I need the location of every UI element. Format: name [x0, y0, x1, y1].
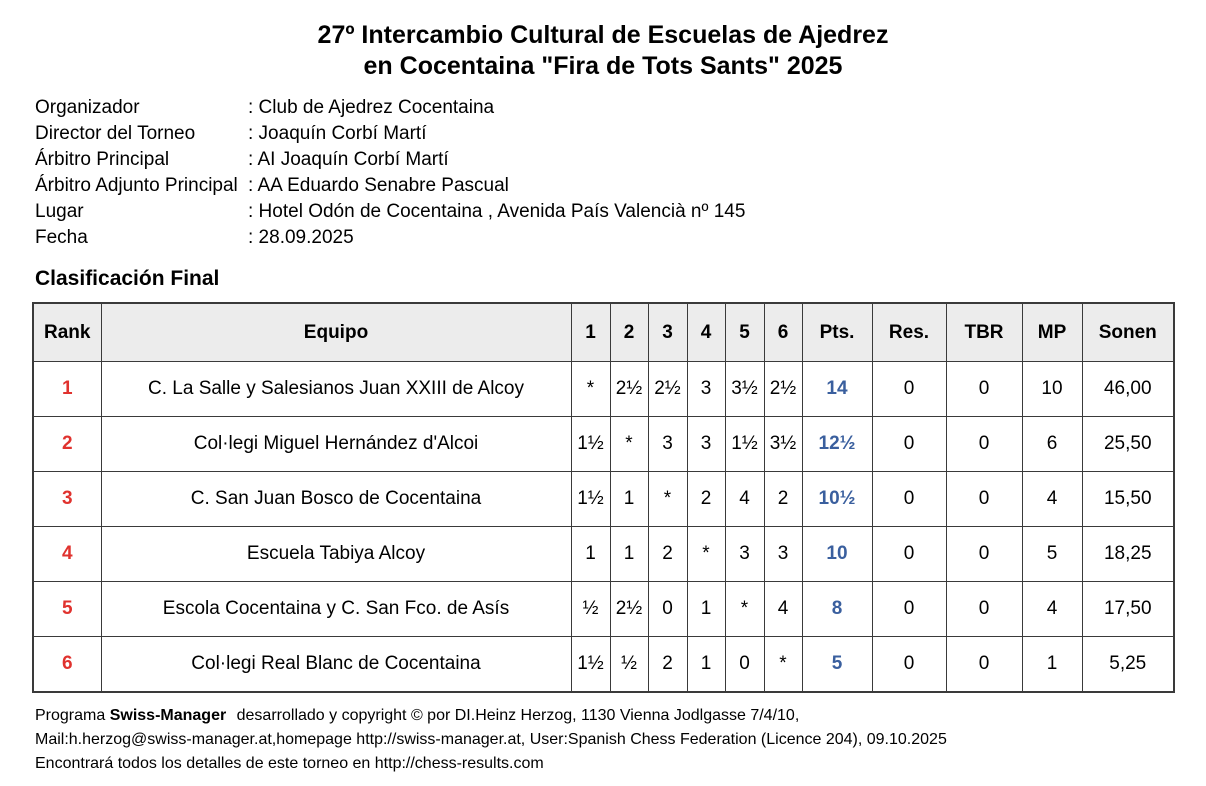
column-header-round-3: 3: [648, 303, 687, 362]
cell-mp: 6: [1022, 417, 1082, 472]
footer-line-2: Mail:h.herzog@swiss-manager.at,homepage http://swiss-manager.at, User:Spanish Chess Federation (Licence 204), 09.10.2025: [35, 731, 947, 748]
cell-r5: 4: [725, 472, 764, 527]
cell-r1: ½: [571, 582, 610, 637]
info-row-arbitro-adjunto: [35, 175, 1206, 201]
cell-r6: 2½: [764, 362, 802, 417]
info-label: Árbitro Principal: [35, 149, 170, 170]
info-value: : AI Joaquín Corbí Martí: [248, 149, 449, 170]
cell-r6: 3½: [764, 417, 802, 472]
cell-r3: 2½: [648, 362, 687, 417]
cell-r1: 1½: [571, 417, 610, 472]
title-line-1: 27º Intercambio Cultural de Escuelas de Ajedrez: [317, 21, 889, 49]
cell-team: Col·legi Miguel Hernández d'Alcoi: [101, 417, 571, 472]
column-header-round-2: 2: [610, 303, 648, 362]
cell-r6: 2: [764, 472, 802, 527]
cell-r3: *: [648, 472, 687, 527]
cell-r2: *: [610, 417, 648, 472]
footer-line-1: [35, 704, 1206, 728]
cell-res: 0: [872, 362, 946, 417]
cell-tbr: 0: [946, 472, 1022, 527]
info-value: : AA Eduardo Senabre Pascual: [248, 175, 509, 196]
table-row: [33, 472, 1174, 527]
table-row: [33, 582, 1174, 637]
column-header-round-6: 6: [764, 303, 802, 362]
info-label: Director del Torneo: [35, 123, 196, 144]
cell-team: Escola Cocentaina y C. San Fco. de Asís: [101, 582, 571, 637]
cell-tbr: 0: [946, 527, 1022, 582]
tournament-info: [35, 97, 1206, 253]
footer-copyright-text: desarrollado y copyright © por DI.Heinz Herzog, 1130 Vienna Jodlgasse 7/4/10,: [232, 707, 800, 724]
page-title: [0, 0, 1206, 82]
cell-sonen: 5,25: [1082, 637, 1174, 693]
column-header-round-5: 5: [725, 303, 764, 362]
cell-res: 0: [872, 582, 946, 637]
standings-table: [32, 302, 1175, 693]
table-row: [33, 527, 1174, 582]
cell-mp: 4: [1022, 472, 1082, 527]
column-header-tbr: TBR: [946, 303, 1022, 362]
column-header-mp: MP: [1022, 303, 1082, 362]
cell-pts: 14: [802, 362, 872, 417]
footer-program-name: Swiss-Manager: [109, 707, 227, 724]
footer-line-3: Encontrará todos los detalles de este torneo en http://chess-results.com: [35, 755, 544, 772]
cell-rank: 2: [33, 417, 101, 472]
info-value: : Hotel Odón de Cocentaina , Avenida País Valencià nº 145: [248, 201, 746, 222]
column-header-round-1: 1: [571, 303, 610, 362]
cell-team: Escuela Tabiya Alcoy: [101, 527, 571, 582]
cell-team: Col·legi Real Blanc de Cocentaina: [101, 637, 571, 693]
cell-r5: 3: [725, 527, 764, 582]
table-row: [33, 637, 1174, 693]
info-label: Lugar: [35, 201, 84, 222]
cell-r3: 2: [648, 637, 687, 693]
cell-r5: *: [725, 582, 764, 637]
cell-pts: 10½: [802, 472, 872, 527]
cell-tbr: 0: [946, 637, 1022, 693]
cell-tbr: 0: [946, 582, 1022, 637]
cell-pts: 5: [802, 637, 872, 693]
cell-rank: 4: [33, 527, 101, 582]
cell-r4: 2: [687, 472, 725, 527]
column-header-pts: Pts.: [802, 303, 872, 362]
table-row: [33, 362, 1174, 417]
cell-r2: ½: [610, 637, 648, 693]
cell-r1: *: [571, 362, 610, 417]
cell-sonen: 17,50: [1082, 582, 1174, 637]
report-footer: [35, 704, 1206, 776]
table-row: [33, 417, 1174, 472]
cell-r2: 2½: [610, 582, 648, 637]
footer-program-prefix: Programa: [35, 707, 110, 724]
info-value: : 28.09.2025: [248, 227, 354, 248]
cell-tbr: 0: [946, 362, 1022, 417]
info-label: Organizador: [35, 97, 140, 118]
cell-r5: 3½: [725, 362, 764, 417]
cell-res: 0: [872, 417, 946, 472]
cell-r4: 1: [687, 582, 725, 637]
cell-rank: 1: [33, 362, 101, 417]
cell-mp: 1: [1022, 637, 1082, 693]
cell-r4: 1: [687, 637, 725, 693]
cell-r3: 0: [648, 582, 687, 637]
column-header-res: Res.: [872, 303, 946, 362]
cell-sonen: 25,50: [1082, 417, 1174, 472]
info-row-organizador: [35, 97, 1206, 123]
cell-r6: *: [764, 637, 802, 693]
title-line-2: en Cocentaina "Fira de Tots Sants" 2025: [363, 52, 843, 80]
cell-pts: 8: [802, 582, 872, 637]
cell-r5: 1½: [725, 417, 764, 472]
cell-mp: 10: [1022, 362, 1082, 417]
column-header-equipo: Equipo: [101, 303, 571, 362]
column-header-rank: Rank: [33, 303, 101, 362]
cell-r4: 3: [687, 417, 725, 472]
cell-pts: 12½: [802, 417, 872, 472]
cell-r4: *: [687, 527, 725, 582]
cell-sonen: 18,25: [1082, 527, 1174, 582]
table-header-row: [33, 303, 1174, 362]
cell-r2: 1: [610, 527, 648, 582]
cell-r2: 2½: [610, 362, 648, 417]
column-header-round-4: 4: [687, 303, 725, 362]
info-row-arbitro-principal: [35, 149, 1206, 175]
cell-res: 0: [872, 637, 946, 693]
cell-mp: 4: [1022, 582, 1082, 637]
info-label: Árbitro Adjunto Principal: [35, 175, 238, 196]
info-row-director: [35, 123, 1206, 149]
cell-res: 0: [872, 527, 946, 582]
cell-res: 0: [872, 472, 946, 527]
cell-rank: 5: [33, 582, 101, 637]
cell-team: C. San Juan Bosco de Cocentaina: [101, 472, 571, 527]
info-value: : Club de Ajedrez Cocentaina: [248, 97, 495, 118]
section-heading-clasificacion-final: Clasificación Final: [35, 267, 220, 290]
cell-r1: 1½: [571, 637, 610, 693]
cell-pts: 10: [802, 527, 872, 582]
cell-r6: 3: [764, 527, 802, 582]
cell-tbr: 0: [946, 417, 1022, 472]
column-header-sonen: Sonen: [1082, 303, 1174, 362]
cell-team: C. La Salle y Salesianos Juan XXIII de Alcoy: [101, 362, 571, 417]
cell-r3: 2: [648, 527, 687, 582]
cell-r2: 1: [610, 472, 648, 527]
cell-r3: 3: [648, 417, 687, 472]
cell-rank: 6: [33, 637, 101, 693]
cell-r6: 4: [764, 582, 802, 637]
info-label: Fecha: [35, 227, 88, 248]
cell-rank: 3: [33, 472, 101, 527]
info-value: : Joaquín Corbí Martí: [248, 123, 427, 144]
cell-r5: 0: [725, 637, 764, 693]
info-row-fecha: [35, 227, 1206, 253]
info-row-lugar: [35, 201, 1206, 227]
cell-r1: 1: [571, 527, 610, 582]
cell-r1: 1½: [571, 472, 610, 527]
cell-mp: 5: [1022, 527, 1082, 582]
cell-sonen: 46,00: [1082, 362, 1174, 417]
cell-sonen: 15,50: [1082, 472, 1174, 527]
cell-r4: 3: [687, 362, 725, 417]
